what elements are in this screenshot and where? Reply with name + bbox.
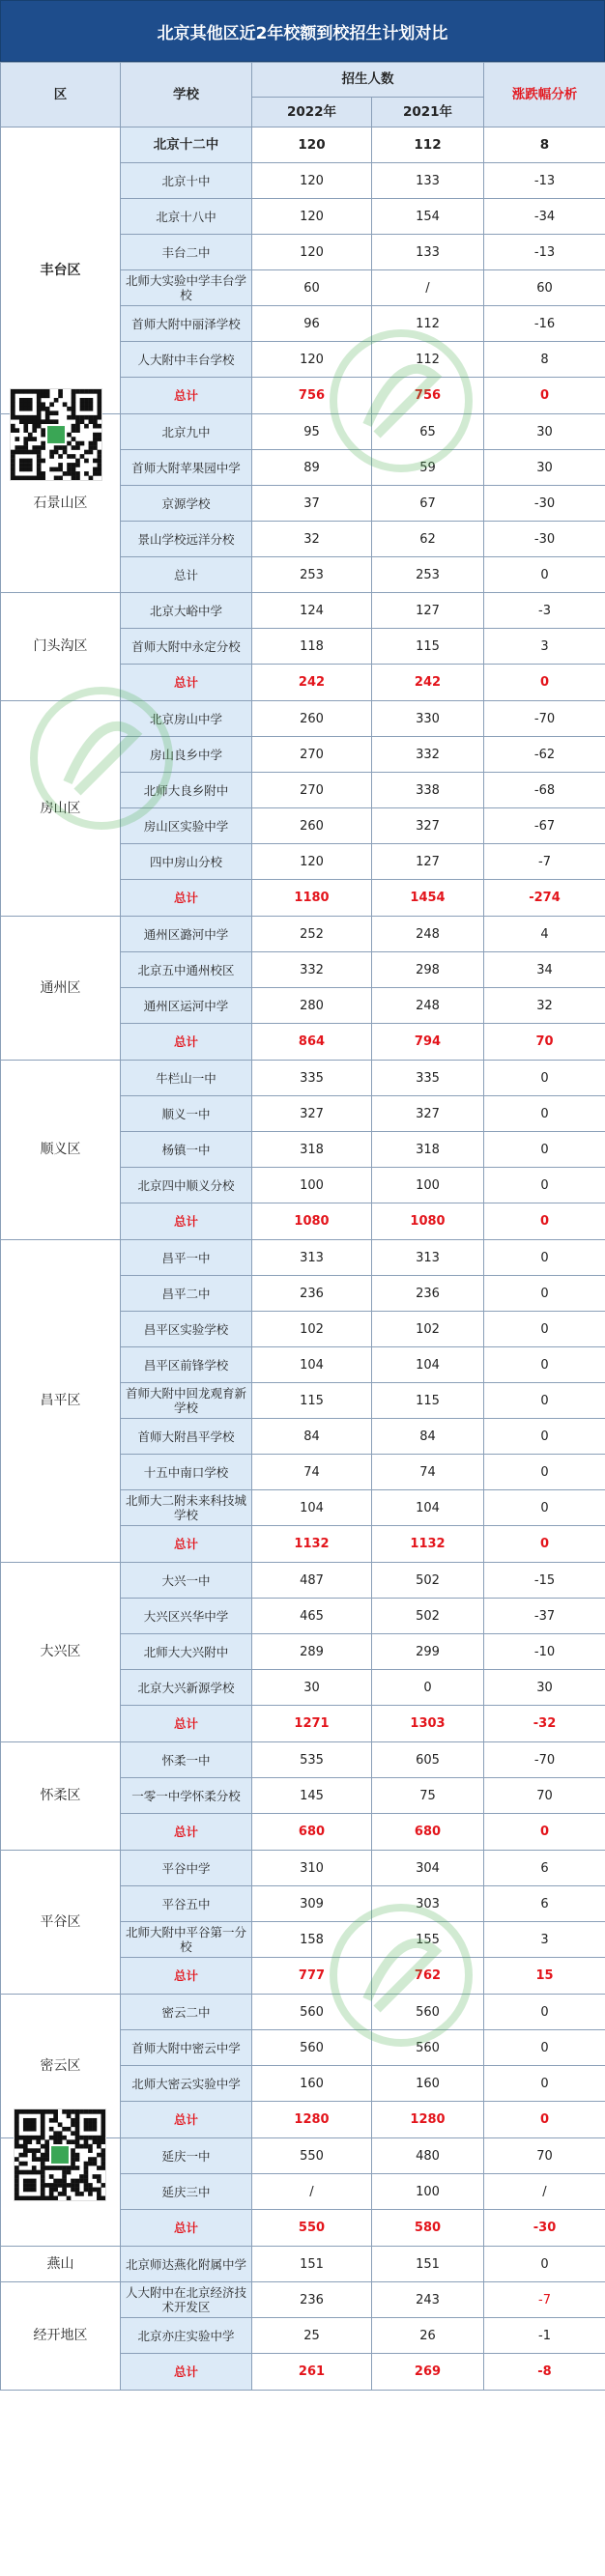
diff-cell: -70	[484, 701, 605, 737]
value-2022-cell: 560	[252, 1995, 372, 2030]
value-2022-cell: 89	[252, 450, 372, 486]
diff-cell: 0	[484, 1132, 605, 1168]
school-cell: 通州区运河中学	[121, 988, 252, 1024]
value-2022-cell: 120	[252, 342, 372, 378]
school-cell: 怀柔一中	[121, 1742, 252, 1778]
value-2021-cell: 335	[372, 1061, 484, 1096]
school-cell: 牛栏山一中	[121, 1061, 252, 1096]
diff-cell: 32	[484, 988, 605, 1024]
value-2022-cell: 104	[252, 1490, 372, 1526]
value-2021-cell: 59	[372, 450, 484, 486]
header-enroll: 招生人数	[252, 63, 484, 98]
diff-cell: 0	[484, 1383, 605, 1419]
value-2021-cell: 338	[372, 773, 484, 808]
value-2021-cell: 100	[372, 1168, 484, 1203]
value-2021-cell: 112	[372, 306, 484, 342]
value-2022-cell: 236	[252, 1276, 372, 1312]
value-2021-cell: 762	[372, 1958, 484, 1995]
diff-cell: -13	[484, 163, 605, 199]
header-analysis: 涨跌幅分析	[484, 63, 605, 127]
school-cell: 密云二中	[121, 1995, 252, 2030]
school-cell: 丰台二中	[121, 235, 252, 270]
school-cell: 平谷中学	[121, 1851, 252, 1886]
value-2022-cell: 313	[252, 1240, 372, 1276]
school-cell: 首师大附中密云中学	[121, 2030, 252, 2066]
school-cell: 京源学校	[121, 486, 252, 522]
value-2022-cell: 289	[252, 1634, 372, 1670]
school-cell: 北京大峪中学	[121, 593, 252, 629]
school-cell: 大兴一中	[121, 1563, 252, 1599]
value-2021-cell: 154	[372, 199, 484, 235]
school-cell: 北京十中	[121, 163, 252, 199]
district-cell: 石景山区	[1, 414, 121, 593]
value-2021-cell: 160	[372, 2066, 484, 2102]
school-cell: 总计	[121, 1526, 252, 1563]
diff-cell: 30	[484, 450, 605, 486]
value-2021-cell: 253	[372, 557, 484, 593]
school-cell: 北京四中顺义分校	[121, 1168, 252, 1203]
diff-cell: 0	[484, 1312, 605, 1347]
value-2022-cell: 96	[252, 306, 372, 342]
diff-cell: 60	[484, 270, 605, 306]
value-2021-cell: 299	[372, 1634, 484, 1670]
diff-cell: 0	[484, 2066, 605, 2102]
school-cell: 总计	[121, 2102, 252, 2138]
value-2022-cell: 1180	[252, 880, 372, 917]
value-2022-cell: 535	[252, 1742, 372, 1778]
school-cell: 房山良乡中学	[121, 737, 252, 773]
diff-cell: 34	[484, 952, 605, 988]
value-2021-cell: 502	[372, 1563, 484, 1599]
value-2021-cell: 680	[372, 1814, 484, 1851]
diff-cell: -67	[484, 808, 605, 844]
table-row	[1, 127, 605, 163]
value-2021-cell: 243	[372, 2282, 484, 2318]
value-2021-cell: 1454	[372, 880, 484, 917]
diff-cell: 0	[484, 1347, 605, 1383]
value-2022-cell: 95	[252, 414, 372, 450]
school-cell: 一零一中学怀柔分校	[121, 1778, 252, 1814]
diff-cell: 0	[484, 2030, 605, 2066]
diff-cell: -37	[484, 1599, 605, 1634]
diff-cell: 0	[484, 1526, 605, 1563]
value-2021-cell: 104	[372, 1490, 484, 1526]
school-cell: 总计	[121, 2354, 252, 2391]
value-2022-cell: 318	[252, 1132, 372, 1168]
district-cell: 经开地区	[1, 2282, 121, 2391]
table-row	[1, 1061, 605, 1096]
table-row	[1, 701, 605, 737]
district-cell: 顺义区	[1, 1061, 121, 1240]
value-2022-cell: 310	[252, 1851, 372, 1886]
diff-cell: 0	[484, 1995, 605, 2030]
diff-cell: 6	[484, 1886, 605, 1922]
school-cell: 总计	[121, 1814, 252, 1851]
diff-cell: 0	[484, 1240, 605, 1276]
value-2021-cell: 133	[372, 235, 484, 270]
value-2022-cell: 120	[252, 844, 372, 880]
value-2021-cell: 332	[372, 737, 484, 773]
school-cell: 延庆一中	[121, 2138, 252, 2174]
value-2021-cell: 133	[372, 163, 484, 199]
value-2021-cell: 74	[372, 1455, 484, 1490]
diff-cell: 0	[484, 1419, 605, 1455]
table-row	[1, 1240, 605, 1276]
diff-cell: 0	[484, 378, 605, 414]
value-2022-cell: 309	[252, 1886, 372, 1922]
diff-cell: 0	[484, 665, 605, 701]
value-2021-cell: 269	[372, 2354, 484, 2391]
school-cell: 北京十二中	[121, 127, 252, 163]
school-cell: 昌平区实验学校	[121, 1312, 252, 1347]
header-2022: 2022年	[252, 98, 372, 127]
value-2022-cell: 74	[252, 1455, 372, 1490]
school-cell: 杨镇一中	[121, 1132, 252, 1168]
diff-cell: -15	[484, 1563, 605, 1599]
school-cell: 首师大附昌平学校	[121, 1419, 252, 1455]
value-2022-cell: 160	[252, 2066, 372, 2102]
value-2022-cell: /	[252, 2174, 372, 2210]
value-2021-cell: 248	[372, 988, 484, 1024]
diff-cell: 70	[484, 2138, 605, 2174]
value-2021-cell: 1303	[372, 1706, 484, 1742]
school-cell: 北师大附中平谷第一分校	[121, 1922, 252, 1958]
school-cell: 总计	[121, 665, 252, 701]
school-cell: 顺义一中	[121, 1096, 252, 1132]
diff-cell: 70	[484, 1778, 605, 1814]
value-2022-cell: 236	[252, 2282, 372, 2318]
value-2022-cell: 252	[252, 917, 372, 952]
value-2021-cell: 794	[372, 1024, 484, 1061]
value-2021-cell: 104	[372, 1347, 484, 1383]
value-2021-cell: 580	[372, 2210, 484, 2247]
diff-cell: 0	[484, 2247, 605, 2282]
school-cell: 景山学校远洋分校	[121, 522, 252, 557]
diff-cell: 0	[484, 1276, 605, 1312]
district-cell: 丰台区	[1, 127, 121, 414]
district-cell: 密云区	[1, 1995, 121, 2138]
value-2022-cell: 335	[252, 1061, 372, 1096]
header-school: 学校	[121, 63, 252, 127]
diff-cell: 4	[484, 917, 605, 952]
diff-cell: 0	[484, 1168, 605, 1203]
value-2021-cell: 67	[372, 486, 484, 522]
district-cell: 昌平区	[1, 1240, 121, 1563]
diff-cell: -10	[484, 1634, 605, 1670]
school-cell: 首师大附苹果园中学	[121, 450, 252, 486]
value-2021-cell: 303	[372, 1886, 484, 1922]
value-2022-cell: 25	[252, 2318, 372, 2354]
school-cell: 延庆三中	[121, 2174, 252, 2210]
school-cell: 首师大附中丽泽学校	[121, 306, 252, 342]
diff-cell: -34	[484, 199, 605, 235]
value-2021-cell: 756	[372, 378, 484, 414]
qr-code-1	[10, 388, 102, 481]
value-2022-cell: 550	[252, 2210, 372, 2247]
value-2021-cell: 560	[372, 2030, 484, 2066]
diff-cell: 0	[484, 1490, 605, 1526]
value-2021-cell: 65	[372, 414, 484, 450]
school-cell: 北师大大兴附中	[121, 1634, 252, 1670]
value-2022-cell: 30	[252, 1670, 372, 1706]
district-cell: 通州区	[1, 917, 121, 1061]
diff-cell: 8	[484, 127, 605, 163]
value-2021-cell: 0	[372, 1670, 484, 1706]
table-row	[1, 1851, 605, 1886]
value-2021-cell: 1080	[372, 1203, 484, 1240]
value-2021-cell: 327	[372, 1096, 484, 1132]
value-2021-cell: 560	[372, 1995, 484, 2030]
diff-cell: -7	[484, 2282, 605, 2318]
school-cell: 昌平二中	[121, 1276, 252, 1312]
diff-cell: -32	[484, 1706, 605, 1742]
value-2022-cell: 124	[252, 593, 372, 629]
diff-cell: 0	[484, 1061, 605, 1096]
value-2021-cell: 75	[372, 1778, 484, 1814]
value-2021-cell: 127	[372, 593, 484, 629]
value-2022-cell: 280	[252, 988, 372, 1024]
value-2022-cell: 145	[252, 1778, 372, 1814]
diff-cell: 0	[484, 1455, 605, 1490]
value-2022-cell: 327	[252, 1096, 372, 1132]
diff-cell: 0	[484, 1814, 605, 1851]
value-2021-cell: 127	[372, 844, 484, 880]
diff-cell: 30	[484, 1670, 605, 1706]
school-cell: 总计	[121, 2210, 252, 2247]
diff-cell: -62	[484, 737, 605, 773]
school-cell: 昌平区前锋学校	[121, 1347, 252, 1383]
school-cell: 总计	[121, 1203, 252, 1240]
value-2021-cell: 1280	[372, 2102, 484, 2138]
school-cell: 北京房山中学	[121, 701, 252, 737]
value-2022-cell: 270	[252, 737, 372, 773]
value-2022-cell: 100	[252, 1168, 372, 1203]
value-2021-cell: 26	[372, 2318, 484, 2354]
school-cell: 总计	[121, 1958, 252, 1995]
value-2022-cell: 1280	[252, 2102, 372, 2138]
value-2022-cell: 560	[252, 2030, 372, 2066]
value-2022-cell: 120	[252, 127, 372, 163]
school-cell: 首师大附中永定分校	[121, 629, 252, 665]
value-2022-cell: 1132	[252, 1526, 372, 1563]
district-cell: 燕山	[1, 2247, 121, 2282]
value-2021-cell: 102	[372, 1312, 484, 1347]
school-cell: 北师大密云实验中学	[121, 2066, 252, 2102]
diff-cell: 30	[484, 414, 605, 450]
value-2022-cell: 115	[252, 1383, 372, 1419]
diff-cell: 3	[484, 1922, 605, 1958]
value-2022-cell: 864	[252, 1024, 372, 1061]
school-cell: 北京师达燕化附属中学	[121, 2247, 252, 2282]
value-2021-cell: 248	[372, 917, 484, 952]
school-cell: 十五中南口学校	[121, 1455, 252, 1490]
value-2021-cell: 151	[372, 2247, 484, 2282]
qr-code-2	[14, 2109, 106, 2201]
district-cell: 门头沟区	[1, 593, 121, 701]
value-2021-cell: 313	[372, 1240, 484, 1276]
value-2022-cell: 120	[252, 235, 372, 270]
value-2022-cell: 104	[252, 1347, 372, 1383]
diff-cell: 0	[484, 557, 605, 593]
page-title: 北京其他区近2年校额到校招生计划对比	[0, 0, 605, 62]
header-2021: 2021年	[372, 98, 484, 127]
school-cell: 总计	[121, 378, 252, 414]
value-2022-cell: 118	[252, 629, 372, 665]
value-2022-cell: 680	[252, 1814, 372, 1851]
diff-cell: 70	[484, 1024, 605, 1061]
value-2021-cell: 605	[372, 1742, 484, 1778]
table-row	[1, 1563, 605, 1599]
district-cell: 平谷区	[1, 1851, 121, 1995]
diff-cell: 0	[484, 1096, 605, 1132]
value-2021-cell: 298	[372, 952, 484, 988]
value-2021-cell: 100	[372, 2174, 484, 2210]
value-2021-cell: 62	[372, 522, 484, 557]
value-2021-cell: 236	[372, 1276, 484, 1312]
diff-cell: -30	[484, 486, 605, 522]
value-2022-cell: 32	[252, 522, 372, 557]
school-cell: 总计	[121, 1706, 252, 1742]
value-2021-cell: 115	[372, 629, 484, 665]
district-cell: 房山区	[1, 701, 121, 917]
diff-cell: -30	[484, 2210, 605, 2247]
diff-cell: 15	[484, 1958, 605, 1995]
value-2021-cell: 304	[372, 1851, 484, 1886]
value-2022-cell: 270	[252, 773, 372, 808]
school-cell: 首师大附中回龙观育新学校	[121, 1383, 252, 1419]
value-2021-cell: 318	[372, 1132, 484, 1168]
value-2022-cell: 260	[252, 808, 372, 844]
value-2022-cell: 550	[252, 2138, 372, 2174]
table-row	[1, 917, 605, 952]
school-cell: 四中房山分校	[121, 844, 252, 880]
value-2021-cell: 84	[372, 1419, 484, 1455]
diff-cell: -274	[484, 880, 605, 917]
value-2022-cell: 120	[252, 163, 372, 199]
value-2022-cell: 260	[252, 701, 372, 737]
diff-cell: -8	[484, 2354, 605, 2391]
value-2022-cell: 1080	[252, 1203, 372, 1240]
school-cell: 总计	[121, 880, 252, 917]
value-2022-cell: 37	[252, 486, 372, 522]
school-cell: 北师大二附未来科技城学校	[121, 1490, 252, 1526]
value-2021-cell: 242	[372, 665, 484, 701]
value-2021-cell: 502	[372, 1599, 484, 1634]
diff-cell: -70	[484, 1742, 605, 1778]
header-district: 区	[1, 63, 121, 127]
value-2022-cell: 261	[252, 2354, 372, 2391]
value-2022-cell: 102	[252, 1312, 372, 1347]
diff-cell: 0	[484, 2102, 605, 2138]
school-cell: 人大附中丰台学校	[121, 342, 252, 378]
diff-cell: -68	[484, 773, 605, 808]
diff-cell: 8	[484, 342, 605, 378]
diff-cell: -3	[484, 593, 605, 629]
diff-cell: 6	[484, 1851, 605, 1886]
value-2022-cell: 777	[252, 1958, 372, 1995]
value-2022-cell: 151	[252, 2247, 372, 2282]
school-cell: 北师大良乡附中	[121, 773, 252, 808]
value-2022-cell: 1271	[252, 1706, 372, 1742]
table-row	[1, 2247, 605, 2282]
value-2021-cell: 327	[372, 808, 484, 844]
value-2022-cell: 158	[252, 1922, 372, 1958]
header-row	[1, 63, 605, 98]
value-2021-cell: 1132	[372, 1526, 484, 1563]
value-2022-cell: 756	[252, 378, 372, 414]
value-2022-cell: 332	[252, 952, 372, 988]
diff-cell: -7	[484, 844, 605, 880]
table-row	[1, 1742, 605, 1778]
value-2022-cell: 120	[252, 199, 372, 235]
value-2021-cell: /	[372, 270, 484, 306]
school-cell: 房山区实验中学	[121, 808, 252, 844]
value-2021-cell: 330	[372, 701, 484, 737]
district-cell: 怀柔区	[1, 1742, 121, 1851]
value-2021-cell: 112	[372, 127, 484, 163]
school-cell: 人大附中在北京经济技术开发区	[121, 2282, 252, 2318]
school-cell: 总计	[121, 557, 252, 593]
diff-cell: 0	[484, 1203, 605, 1240]
diff-cell: -30	[484, 522, 605, 557]
school-cell: 大兴区兴华中学	[121, 1599, 252, 1634]
school-cell: 平谷五中	[121, 1886, 252, 1922]
value-2021-cell: 155	[372, 1922, 484, 1958]
district-cell: 大兴区	[1, 1563, 121, 1742]
value-2021-cell: 480	[372, 2138, 484, 2174]
school-cell: 北京十八中	[121, 199, 252, 235]
diff-cell: -1	[484, 2318, 605, 2354]
school-cell: 北京亦庄实验中学	[121, 2318, 252, 2354]
school-cell: 北京九中	[121, 414, 252, 450]
value-2021-cell: 112	[372, 342, 484, 378]
diff-cell: -16	[484, 306, 605, 342]
school-cell: 北京五中通州校区	[121, 952, 252, 988]
table-row	[1, 2282, 605, 2318]
table-row	[1, 593, 605, 629]
diff-cell: -13	[484, 235, 605, 270]
value-2022-cell: 253	[252, 557, 372, 593]
school-cell: 昌平一中	[121, 1240, 252, 1276]
diff-cell: /	[484, 2174, 605, 2210]
value-2022-cell: 84	[252, 1419, 372, 1455]
school-cell: 北京大兴新源学校	[121, 1670, 252, 1706]
value-2022-cell: 487	[252, 1563, 372, 1599]
school-cell: 北师大实验中学丰台学校	[121, 270, 252, 306]
diff-cell: 3	[484, 629, 605, 665]
table-row	[1, 1995, 605, 2030]
school-cell: 总计	[121, 1024, 252, 1061]
value-2022-cell: 242	[252, 665, 372, 701]
value-2022-cell: 60	[252, 270, 372, 306]
value-2022-cell: 465	[252, 1599, 372, 1634]
school-cell: 通州区潞河中学	[121, 917, 252, 952]
value-2021-cell: 115	[372, 1383, 484, 1419]
